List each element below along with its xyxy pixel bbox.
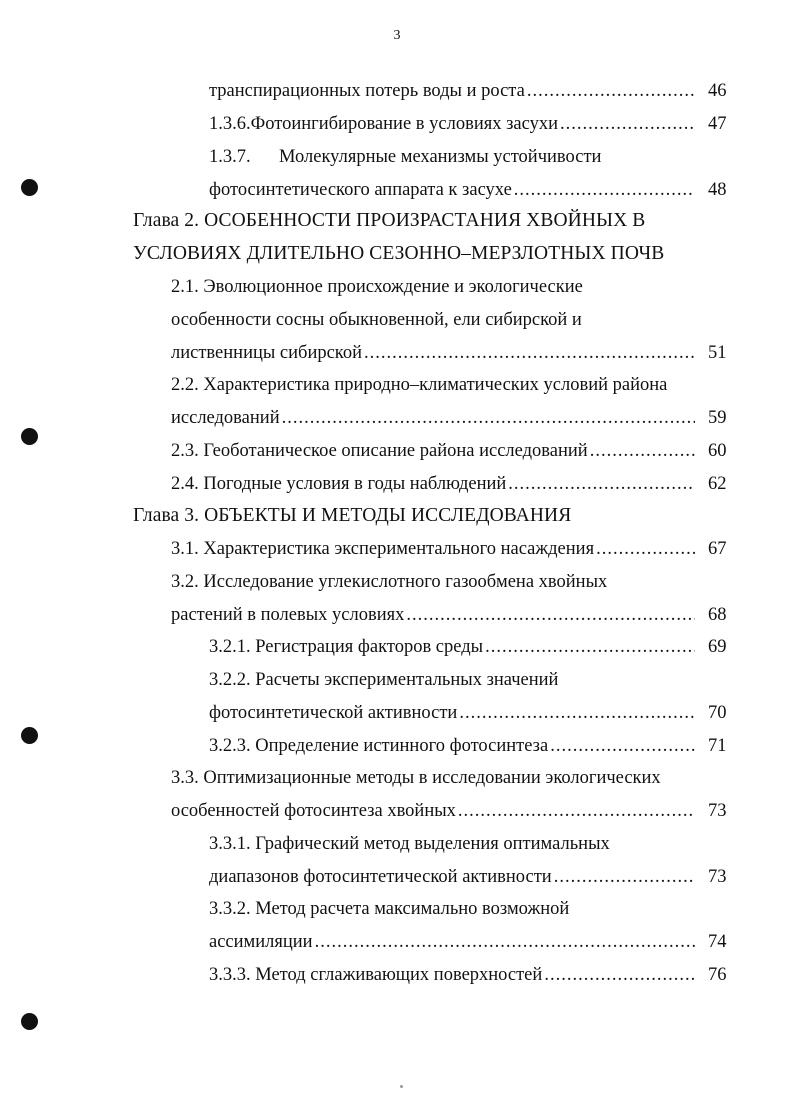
toc-entry[interactable] [209,732,697,760]
toc-entry[interactable] [209,633,697,661]
toc-entry[interactable] [171,764,661,792]
toc-entry[interactable] [171,535,697,563]
toc-entry-title: лиственницы сибирской [171,343,363,363]
binder-hole [21,428,38,445]
toc-page-number: 70 [708,703,727,723]
toc-entry-title: 2.3. Геоботаническое описание района исследований [171,441,588,461]
toc-entry-title: 3.1. Характеристика экспериментального насаждения [171,539,595,559]
toc-entry[interactable] [171,568,607,596]
chapter-heading[interactable] [133,207,645,235]
toc-page-number: 48 [708,180,727,200]
page-number: 3 [393,28,401,43]
toc-entry[interactable] [209,666,558,694]
toc-entry-continuation[interactable] [171,797,697,825]
toc-entry-title: фотосинтетического аппарата к засухе [209,180,512,200]
toc-page-number: 76 [708,965,727,985]
dot-leader [315,928,695,956]
toc-page-number: 67 [708,539,727,559]
toc-entry-title: транспирационных потерь воды и роста [209,81,525,101]
dot-leader [550,732,695,760]
dot-leader [282,404,695,432]
toc-page-number: 47 [708,114,727,134]
chapter-title: УСЛОВИЯХ ДЛИТЕЛЬНО СЕЗОННО–МЕРЗЛОТНЫХ ПОЧВ [133,243,665,264]
toc-entry-number: 1.3.6. [209,114,251,134]
toc-entry-continuation[interactable] [209,863,697,891]
toc-entry-title: 3.2.2. Расчеты экспериментальных значений [209,670,559,690]
toc-page-number: 73 [708,867,727,887]
toc-entry-title: 3.2.3. Определение истинного фотосинтеза [209,736,549,756]
toc-entry-continuation[interactable] [171,404,697,432]
dot-leader [554,863,695,891]
toc-entry-title: исследований [171,408,280,428]
toc-entry[interactable] [209,143,601,171]
toc-entry-title: 3.3. Оптимизационные методы в исследовании экологических [171,768,661,788]
toc-entry-title: 3.2. Исследование углекислотного газообмена хвойных [171,572,608,592]
toc-entry[interactable] [209,961,697,989]
dot-leader [544,961,695,989]
dot-leader [406,601,695,629]
toc-entry-continuation[interactable] [171,306,582,334]
toc-entry-title: особенностей фотосинтеза хвойных [171,801,456,821]
binder-hole [21,727,38,744]
toc-page-number: 73 [708,801,727,821]
toc-page-number: 69 [708,637,727,657]
toc-entry-title: 3.3.3. Метод сглаживающих поверхностей [209,965,543,985]
toc-entry-title: 2.2. Характеристика природно–климатических условий района [171,375,668,395]
toc-entry-title: особенности сосны обыкновенной, ели сибирской и [171,310,582,330]
toc-entry-continuation[interactable] [171,601,697,629]
toc-entry-title: ассимиляции [209,932,313,952]
toc-entry-title: 2.4. Погодные условия в годы наблюдений [171,474,507,494]
chapter-title: Глава 3. ОБЪЕКТЫ И МЕТОДЫ ИССЛЕДОВАНИЯ [133,505,572,526]
chapter-heading[interactable] [133,502,571,530]
scan-speck [400,1085,403,1088]
toc-entry[interactable] [209,110,697,138]
toc-entry-title: 3.3.1. Графический метод выделения оптимальных [209,834,610,854]
dot-leader [590,437,695,465]
toc-entry[interactable] [209,895,569,923]
toc-entry-title: Фотоингибирование в условиях засухи [250,114,558,134]
toc-entry[interactable] [171,371,667,399]
toc-entry-title: фотосинтетической активности [209,703,458,723]
toc-entry[interactable] [209,77,697,105]
toc-page-number: 62 [708,474,727,494]
toc-entry-title: 3.3.2. Метод расчета максимально возможной [209,899,570,919]
toc-page-number: 51 [708,343,727,363]
toc-entry[interactable] [171,470,697,498]
toc-entry-title: Молекулярные механизмы устойчивости [279,147,602,167]
toc-entry-continuation[interactable] [209,699,697,727]
toc-page-number: 59 [708,408,727,428]
toc-entry[interactable] [209,830,610,858]
toc-entry[interactable] [171,437,697,465]
dot-leader [508,470,695,498]
dot-leader [485,633,695,661]
toc-entry-title: 2.1. Эволюционное происхождение и экологические [171,277,583,297]
dot-leader [459,699,695,727]
toc-entry[interactable] [171,273,583,301]
toc-entry-continuation[interactable] [209,176,697,204]
toc-page-number: 74 [708,932,727,952]
binder-hole [21,179,38,196]
toc-page-number: 68 [708,605,727,625]
toc-entry-number: 1.3.7. [209,147,251,167]
dot-leader [458,797,695,825]
dot-leader [514,176,695,204]
toc-page-number: 60 [708,441,727,461]
dot-leader [527,77,695,105]
dot-leader [596,535,695,563]
dot-leader [364,339,695,367]
toc-page-number: 71 [708,736,727,756]
toc-entry-continuation[interactable] [209,928,697,956]
toc-entry-title: растений в полевых условиях [171,605,405,625]
dot-leader [560,110,695,138]
binder-hole [21,1013,38,1030]
toc-entry-continuation[interactable] [171,339,697,367]
chapter-heading-continuation[interactable] [133,240,664,268]
toc-entry-title: 3.2.1. Регистрация факторов среды [209,637,484,657]
chapter-title: Глава 2. ОСОБЕННОСТИ ПРОИЗРАСТАНИЯ ХВОЙНЫХ В [133,210,646,231]
toc-page-number: 46 [708,81,727,101]
toc-entry-title: диапазонов фотосинтетической активности [209,867,552,887]
